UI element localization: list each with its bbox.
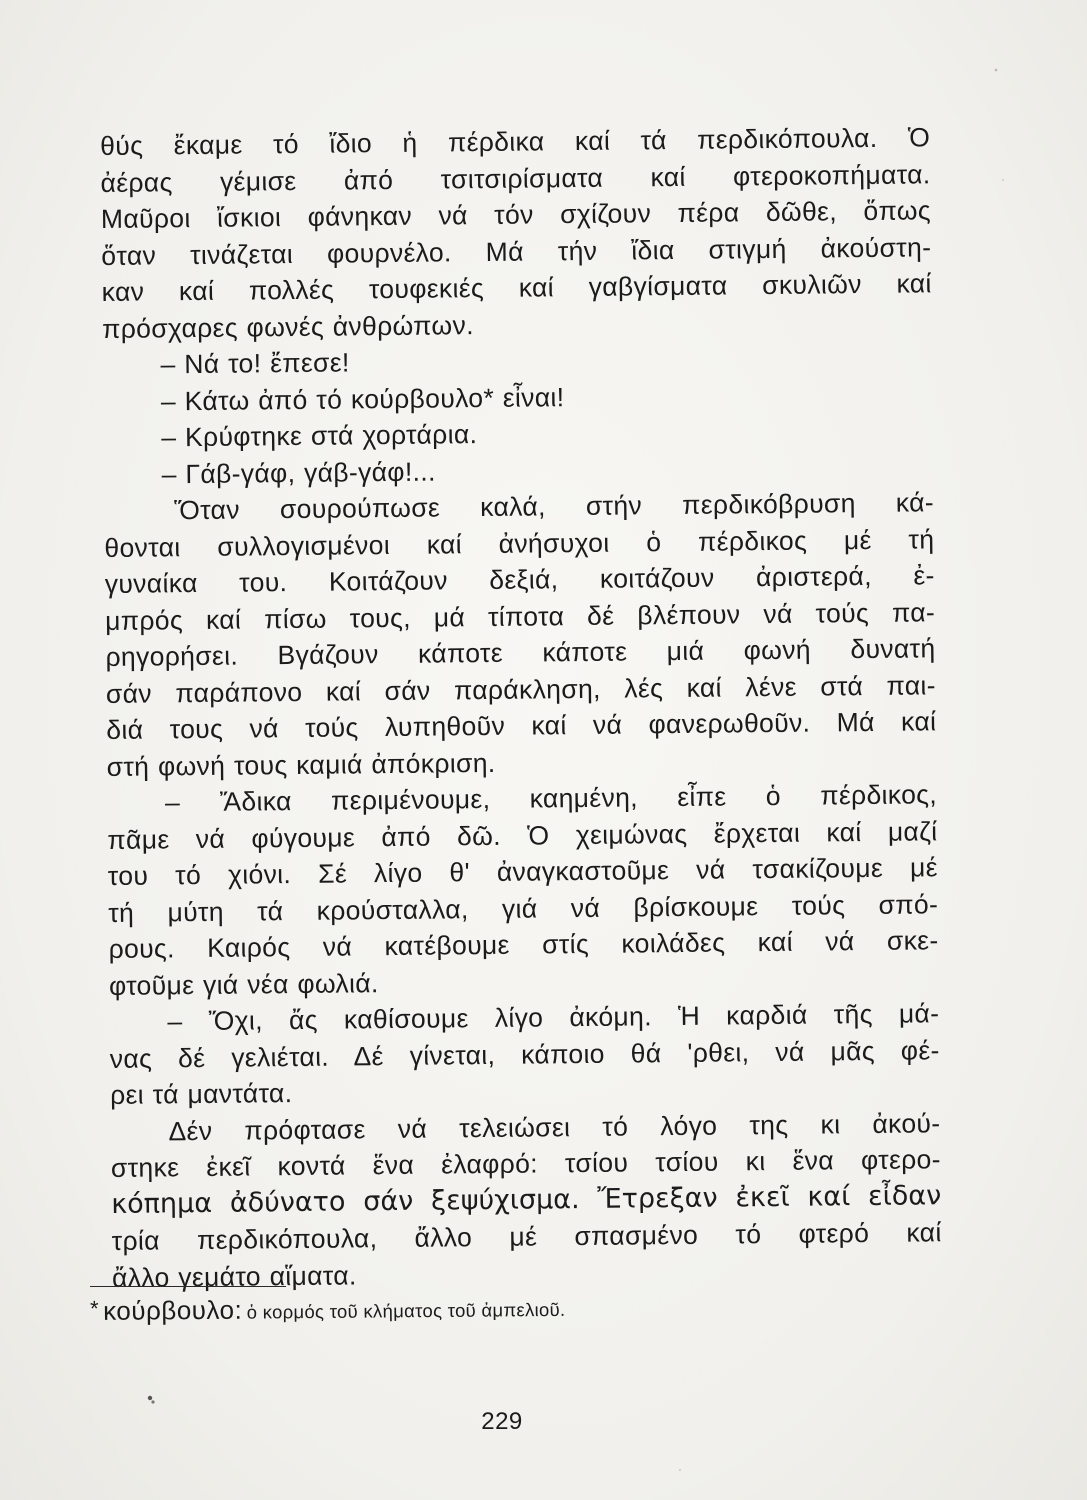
text-line: πᾶμε νά φύγουμε ἀπό δῶ. Ὁ χειμώνας ἔρχεται καί μαζί [107, 815, 938, 855]
dialogue-line: – Κρύφτηκε στά χορτάρια. [161, 419, 478, 453]
text-line: τή μύτη τά κρούσταλλα, γιά νά βρίσκουμε τούς σπό- [108, 888, 939, 928]
text-line: ρους. Καιρός νά κατέβουμε στίς κοιλάδες καί νά σκε- [108, 925, 939, 964]
dialogue-line: – Ὄχι, ἄς καθίσουμε λίγο ἀκόμη. Ἡ καρδιά τῆς μά- [167, 998, 940, 1037]
paragraph-start-line: Ὅταν σουρούπωσε καλά, στήν περδικόβρυση κά- [173, 487, 935, 526]
text-line: πρόσχαρες φωνές ἀνθρώπων. [101, 309, 474, 344]
footnote-term: κούρβουλο: [103, 1294, 243, 1326]
dialogue-line: – Ἄδικα περιμένουμε, καημένη, εἶπε ὁ πέρδικος, [164, 779, 938, 818]
text-line: τρία περδικόπουλα, ἄλλο μέ σπασμένο τό φτερό καί [111, 1217, 942, 1256]
text-line: νας δέ γελιέται. Δέ γίνεται, κάποιο θά 'ρθει, νά μᾶς φέ- [109, 1034, 940, 1074]
dialogue-line: – Γάβ-γάφ, γάβ-γάφ!... [161, 456, 436, 489]
dust-speck [679, 1469, 681, 1471]
text-line: μπρός καί πίσω τους, μά τίποτα δέ βλέπουν νά τούς πα- [105, 596, 936, 636]
paragraph-start-line: Δέν πρόφτασε νά τελειώσει τό λόγο της κι ἀκού- [168, 1107, 941, 1146]
dust-speck [995, 69, 998, 72]
dialogue-line: – Νά το! ἔπεσε! [160, 347, 350, 380]
dialogue-line: – Κάτω ἀπό τό κούρβουλο* εἶναι! [160, 381, 565, 416]
page-number: 229 [481, 1408, 523, 1435]
text-line: γυναίκα του. Κοιτάζουν δεξιά, κοιτάζουν ἀριστερά, ἐ- [104, 560, 935, 599]
text-line: ὅταν τινάζεται φουρνέλο. Μά τήν ἴδια στιγμή ἀκούστη- [101, 231, 932, 271]
dust-speck [151, 1400, 154, 1403]
text-line: Μαῦροι ἴσκιοι φάνηκαν νά τόν σχίζουν πέρα δῶθε, ὅπως [100, 195, 932, 234]
text-line: σάν παράπονο καί σάν παράκληση, λές καί λένε στά παι- [105, 669, 937, 709]
dust-speck [1002, 179, 1004, 181]
text-line: κόπημα ἀδύνατο σάν ξεψύχισμα. Ἔτρεξαν ἐκεῖ καί εἶδαν [111, 1179, 942, 1220]
text-line: στή φωνή τους καμιά ἀπόκριση. [106, 747, 496, 782]
body-text [100, 119, 942, 1296]
text-line: ρει τά μαντάτα. [109, 1078, 293, 1110]
footnote [90, 1289, 910, 1327]
text-line: ἀέρας γέμισε ἀπό τσιτσιρίσματα καί φτεροκοπήματα. [100, 158, 931, 198]
footnote-marker: * [90, 1295, 99, 1321]
dust-speck [148, 1396, 152, 1400]
text-line: στηκε ἐκεῖ κοντά ἕνα ἐλαφρό: τσίου τσίου κι ἕνα φτερο- [110, 1144, 942, 1183]
text-line: του τό χιόνι. Σέ λίγο θ' ἀναγκαστοῦμε νά τσακίζουμε μέ [107, 852, 938, 891]
text-line: θονται συλλογισμένοι καί ἀνήσυχοι ὁ πέρδικος μέ τή [104, 523, 935, 563]
footnote-definition: ὁ κορμός τοῦ κλήματος τοῦ ἀμπελιοῦ. [246, 1298, 566, 1323]
text-line: φτοῦμε γιά νέα φωλιά. [108, 967, 379, 1001]
text-line: ἄλλο γεμάτο αἵματα. [111, 1259, 357, 1293]
text-line: καν καί πολλές τουφεκιές καί γαβγίσματα σκυλιῶν καί [101, 268, 932, 307]
text-line: διά τους νά τούς λυπηθοῦν καί νά φανερωθοῦν. Μά καί [106, 706, 937, 745]
footnote-divider [90, 1286, 286, 1287]
text-line: θύς ἔκαμε τό ἴδιο ἡ πέρδικα καί τά περδικόπουλα. Ὁ [100, 122, 931, 161]
text-line: ρηγορήσει. Βγάζουν κάποτε κάποτε μιά φωνή δυνατή [105, 633, 936, 672]
